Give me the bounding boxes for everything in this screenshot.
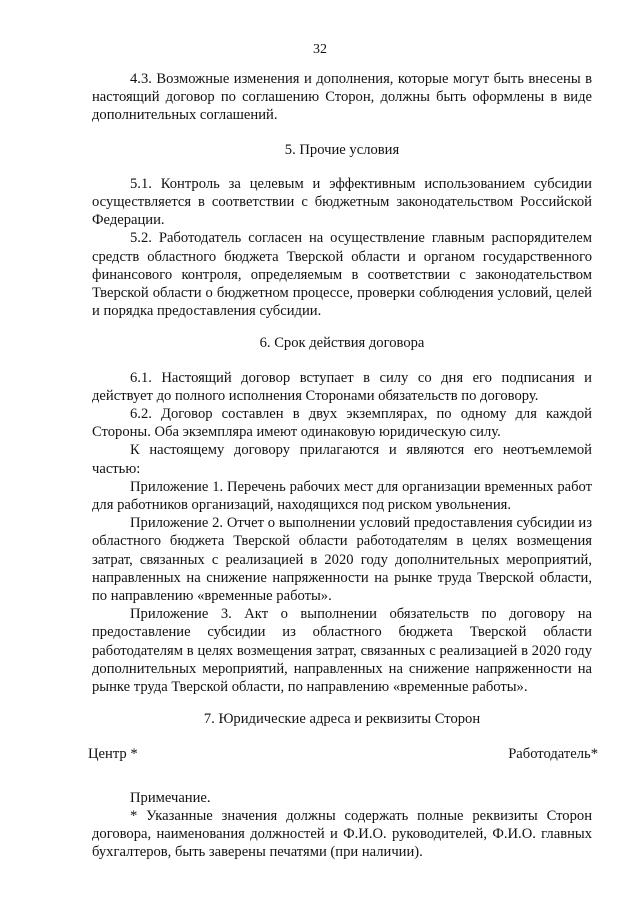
note-title: Примечание. bbox=[130, 789, 211, 806]
party-center-label: Центр * bbox=[88, 745, 138, 762]
section-5-heading: 5. Прочие условия bbox=[284, 141, 400, 158]
paragraph-4-3: 4.3. Возможные изменения и дополнения, которые могут быть внесены в настоящий договор по соглашению Сторон, должны быть оформлены в виде дополнительных соглашений. bbox=[92, 71, 592, 124]
page-number: 32 bbox=[313, 42, 327, 57]
section-7-heading: 7. Юридические адреса и реквизиты Сторон bbox=[203, 711, 481, 728]
appendix-1: Приложение 1. Перечень рабочих мест для организации временных работ для работников организаций, находящихся под риском увольнения. bbox=[92, 478, 592, 514]
appendix-3: Приложение 3. Акт о выполнении обязательств по договору на предоставление субсидии из областного бюджета Тверской области работодателям в целях возмещения затрат, связанных с реализацией в 2020 году дополнительных мероприятий, направленных на снижение напряженности на рынке труда Тверской области, по направлению «временные работы». bbox=[92, 606, 592, 696]
section-6-heading: 6. Срок действия договора bbox=[259, 335, 425, 352]
paragraph-6-2: 6.2. Договор составлен в двух экземплярах, по одному для каждой Стороны. Оба экземпляра имеют одинаковую юридическую силу. bbox=[92, 406, 592, 441]
attachments-intro: К настоящему договору прилагаются и являются его неотъемлемой частью: bbox=[92, 442, 592, 477]
appendix-2: Приложение 2. Отчет о выполнении условий предоставления субсидии из областного бюджета Тверской области работодателям в целях возмещения затрат, связанных с реализацией в 2020 году дополнительных мероприятий, направленных на снижение напряженности на рынке труда Тверской области, по направлению «временные работы». bbox=[92, 515, 592, 605]
party-employer-label: Работодатель* bbox=[508, 745, 598, 762]
paragraph-5-2: 5.2. Работодатель согласен на осуществление главным распорядителем средств областного бюджета Тверской области и органом государственного финансового контроля, определяемым в соответствии с законодательством Тверской области о бюджетном процессе, проверки соблюдения условий, целей и порядка предоставления субсидии. bbox=[92, 230, 592, 320]
parties-row bbox=[88, 745, 598, 763]
paragraph-5-1: 5.1. Контроль за целевым и эффективным использованием субсидии осуществляется в соответствии с бюджетным законодательством Российской Федерации. bbox=[92, 175, 592, 229]
document-body bbox=[88, 70, 598, 862]
note-text: * Указанные значения должны содержать полные реквизиты Сторон договора, наименования должностей и Ф.И.О. руководителей, Ф.И.О. главных бухгалтеров, быть заверены печатями (при наличии). bbox=[92, 807, 592, 861]
paragraph-6-1: 6.1. Настоящий договор вступает в силу со дня его подписания и действует до полного исполнения Сторонами обязательств по договору. bbox=[92, 369, 592, 404]
